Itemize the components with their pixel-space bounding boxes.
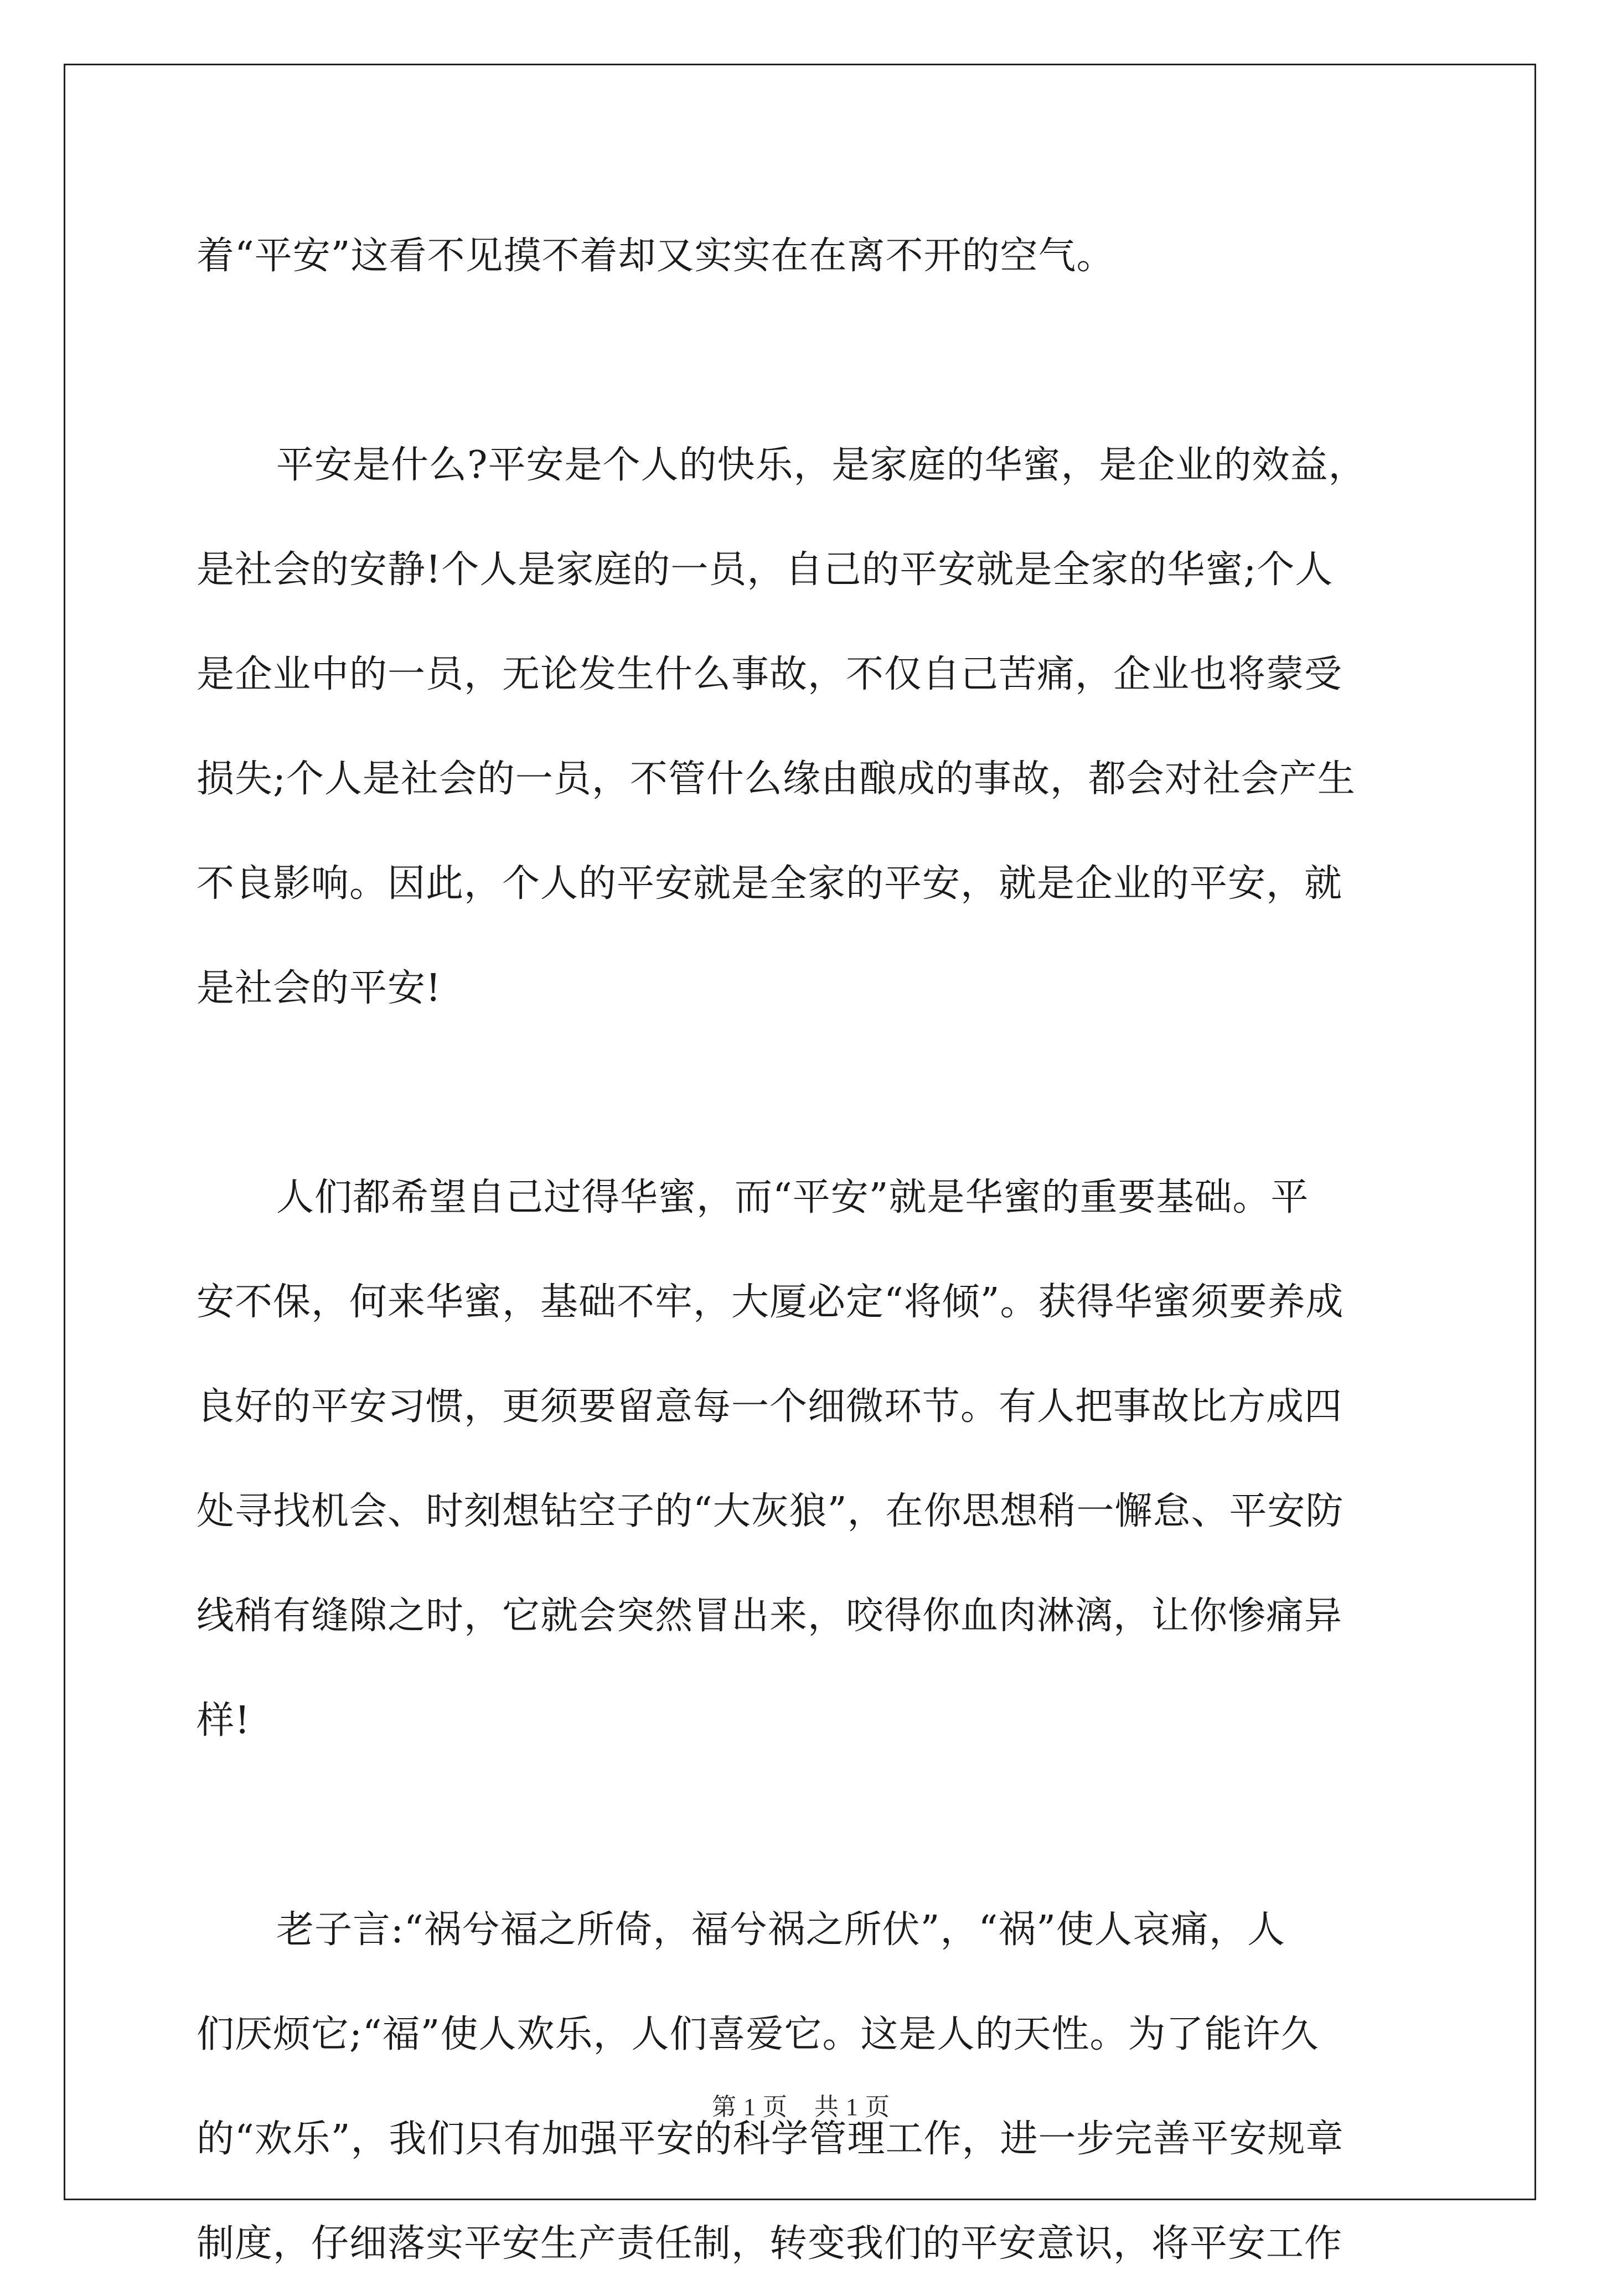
text-line: 是社会的安静!个人是家庭的一员，自己的平安就是全家的华蜜;个人 xyxy=(197,548,1334,592)
paragraph-3 xyxy=(197,1145,1436,1773)
text-line: 线稍有缝隙之时，它就会突然冒出来，咬得你血肉淋漓，让你惨痛异 xyxy=(197,1594,1343,1638)
text-line: 不良影响。因此，个人的平安就是全家的平安，就是企业的平安，就 xyxy=(197,862,1343,906)
text-line: 们厌烦它;“福”使人欢乐，人们喜爱它。这是人的天性。为了能许久 xyxy=(197,2013,1319,2056)
text-line: 制度，仔细落实平安生产责任制，转变我们的平安意识，将平安工作 xyxy=(197,2222,1343,2266)
text-line: 平安是什么?平安是个人的快乐，是家庭的华蜜，是企业的效益， xyxy=(276,443,1367,487)
paragraph-gap xyxy=(197,1773,1436,1878)
document-body xyxy=(197,204,1436,2296)
text-line: 人们都希望自己过得华蜜，而“平安”就是华蜜的重要基础。平 xyxy=(276,1176,1309,1219)
text-line: 的“欢乐”，我们只有加强平安的科学管理工作，进一步完善平安规章 xyxy=(197,2117,1344,2161)
paragraph-gap xyxy=(197,308,1436,413)
text-line: 安不保，何来华蜜，基础不牢，大厦必定“将倾”。获得华蜜须要养成 xyxy=(197,1280,1344,1324)
text-line: 处寻找机会、时刻想钻空子的“大灰狼”，在你思想稍一懈怠、平安防 xyxy=(197,1490,1344,1533)
paragraph-1 xyxy=(197,204,1436,308)
text-line: 着“平安”这看不见摸不着却又实实在在离不开的空气。 xyxy=(197,234,1115,278)
text-line: 良好的平安习惯，更须要留意每一个细微环节。有人把事故比方成四 xyxy=(197,1385,1343,1429)
text-line: 损失;个人是社会的一员，不管什么缘由酿成的事故，都会对社会产生 xyxy=(197,757,1356,801)
page-total: 共 1 页 xyxy=(814,2093,890,2121)
text-line: 样! xyxy=(197,1699,251,1742)
text-line: 老子言:“祸兮福之所倚，福兮祸之所伏”，“祸”使人哀痛，人 xyxy=(276,1908,1285,1952)
paragraph-2 xyxy=(197,413,1436,1041)
page-footer xyxy=(0,2087,1602,2122)
text-line: 是企业中的一员，无论发生什么事故，不仅自己苦痛，企业也将蒙受 xyxy=(197,653,1343,696)
paragraph-gap xyxy=(197,1041,1436,1145)
text-line: 是社会的平安! xyxy=(197,966,442,1010)
page-number: 第 1 页 xyxy=(712,2093,788,2121)
